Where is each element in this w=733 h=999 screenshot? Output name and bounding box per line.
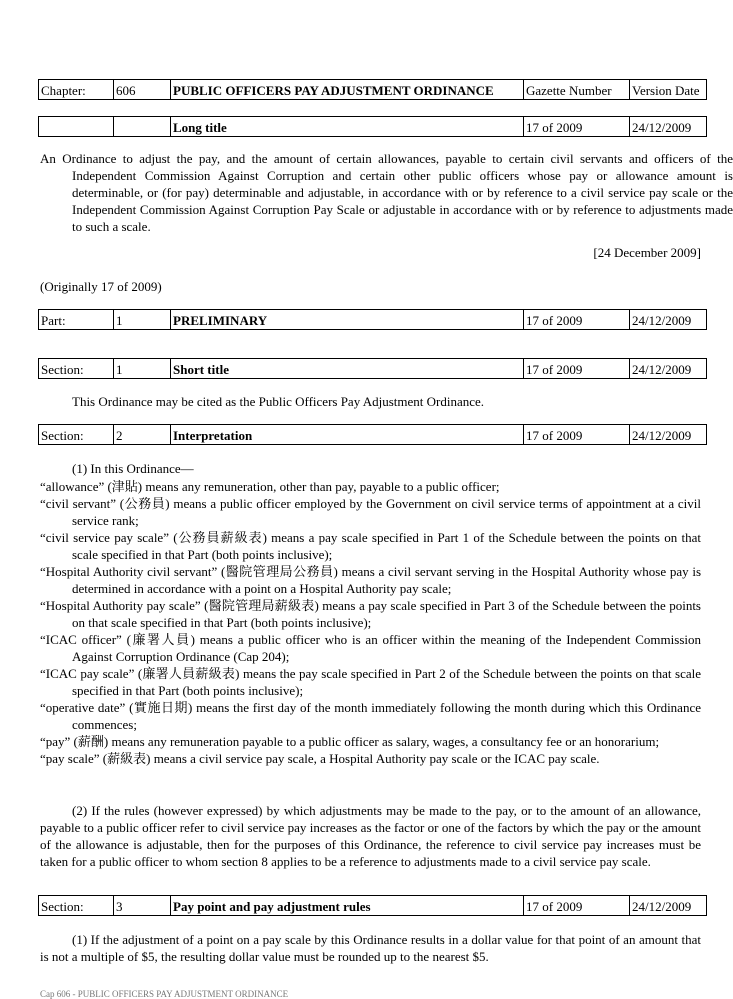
chapter-label: Chapter: (39, 80, 114, 100)
definition-pay: “pay” (薪酬) means any remuneration payable to a public officer as salary, wages, a consultancy fee or an honorarium; (40, 734, 660, 749)
section-3-header-table (38, 895, 707, 916)
definition-icac-officer: “ICAC officer” (廉署人員) means a public officer who is an officer within the meaning of the Independent Commission Against Corruption Ordinance (Cap 204); (40, 632, 701, 664)
originally-note: (Originally 17 of 2009) (40, 279, 162, 294)
section-3-subsection-1: (1) If the adjustment of a point on a pay scale by this Ordinance results in a dollar value for that point of an amount that is not a multiple of $5, the resulting dollar value must be rounded up to the nearest $5. (40, 932, 701, 964)
version-date-heading: Version Date (630, 80, 707, 100)
section-1-title: Short title (171, 359, 524, 379)
section-2-label: Section: (39, 425, 114, 445)
long-title-label (39, 117, 114, 137)
definition-hospital-authority-pay-scale: “Hospital Authority pay scale” (醫院管理局薪級表) means a pay scale specified in Part 3 of the Schedule between the points on that scale specified in that Part (both points inclusive); (40, 598, 701, 630)
definition-operative-date: “operative date” (實施日期) means the first day of the month immediately following the month during which this Ordinance commences; (40, 700, 701, 732)
section-3-date: 24/12/2009 (630, 896, 707, 916)
long-title-date: 24/12/2009 (630, 117, 707, 137)
part-number: 1 (114, 310, 171, 330)
long-title-number (114, 117, 171, 137)
long-title-heading: Long title (171, 117, 524, 137)
part-label: Part: (39, 310, 114, 330)
chapter-title: PUBLIC OFFICERS PAY ADJUSTMENT ORDINANCE (171, 80, 524, 100)
long-title-gazette: 17 of 2009 (524, 117, 630, 137)
section-1-number: 1 (114, 359, 171, 379)
definition-allowance: “allowance” (津貼) means any remuneration, other than pay, payable to a public officer; (40, 479, 500, 494)
section-2-date: 24/12/2009 (630, 425, 707, 445)
long-title-header-table (38, 116, 707, 137)
section-1-date: 24/12/2009 (630, 359, 707, 379)
definition-civil-service-pay-scale: “civil service pay scale” (公務員薪級表) means a pay scale specified in Part 1 of the Schedule between the points on that scale specified in that Part (both points inclusive); (40, 530, 701, 562)
definition-icac-pay-scale: “ICAC pay scale” (廉署人員薪級表) means the pay scale specified in Part 2 of the Schedule between the points on that scale specified in that Part (both points inclusive); (40, 666, 701, 698)
gazette-number-heading: Gazette Number (524, 80, 630, 100)
section-3-label: Section: (39, 896, 114, 916)
part-header-table (38, 309, 707, 330)
section-1-text: This Ordinance may be cited as the Public Officers Pay Adjustment Ordinance. (72, 394, 485, 409)
part-gazette: 17 of 2009 (524, 310, 630, 330)
part-title: PRELIMINARY (171, 310, 524, 330)
section-3-gazette: 17 of 2009 (524, 896, 630, 916)
page-footer: Cap 606 - PUBLIC OFFICERS PAY ADJUSTMENT ORDINANCE (40, 989, 289, 999)
section-2-header-table (38, 424, 707, 445)
definition-hospital-authority-civil-servant: “Hospital Authority civil servant” (醫院管理局公務員) means a civil servant serving in the Hospital Authority whose pay is determined in accordance with a point on a Hospital Authority pay scale; (40, 564, 701, 596)
section-2-title: Interpretation (171, 425, 524, 445)
enactment-date: [24 December 2009] (593, 245, 701, 260)
part-date: 24/12/2009 (630, 310, 707, 330)
section-1-header-table (38, 358, 707, 379)
section-3-number: 3 (114, 896, 171, 916)
definition-civil-servant: “civil servant” (公務員) means a public officer employed by the Government on civil service terms of appointment at a civil service rank; (40, 496, 701, 528)
section-2-number: 2 (114, 425, 171, 445)
long-title-text: An Ordinance to adjust the pay, and the amount of certain allowances, payable to certain civil servants and officers of the Independent Commission Against Corruption and certain other public officers whose pay or allowance amount is determinable, or (for pay) determinable and adjustable, in accordance with or by reference to a civil service pay scale or the Independent Commission Against Corruption Pay Scale or adjustable in accordance with or by reference to adjustments made to such a scale. (40, 151, 733, 234)
chapter-header-table (38, 79, 707, 100)
section-1-label: Section: (39, 359, 114, 379)
section-2-intro: (1) In this Ordinance— (72, 461, 194, 476)
section-2-subsection-2: (2) If the rules (however expressed) by which adjustments may be made to the pay, or to the amount of an allowance, payable to a public officer refer to civil service pay increases as the factor or one of the factors by which the pay or the amount of the allowance is adjustable, then for the purposes of this Ordinance, the reference to civil service pay increases must be taken for a public officer to whom section 8 applies to be a reference to adjustments made to a civil service pay scale. (40, 803, 701, 869)
section-1-gazette: 17 of 2009 (524, 359, 630, 379)
section-2-gazette: 17 of 2009 (524, 425, 630, 445)
section-3-title: Pay point and pay adjustment rules (171, 896, 524, 916)
definition-pay-scale: “pay scale” (薪級表) means a civil service pay scale, a Hospital Authority pay scale or the ICAC pay scale. (40, 751, 600, 766)
chapter-number: 606 (114, 80, 171, 100)
definitions-list (40, 478, 701, 767)
